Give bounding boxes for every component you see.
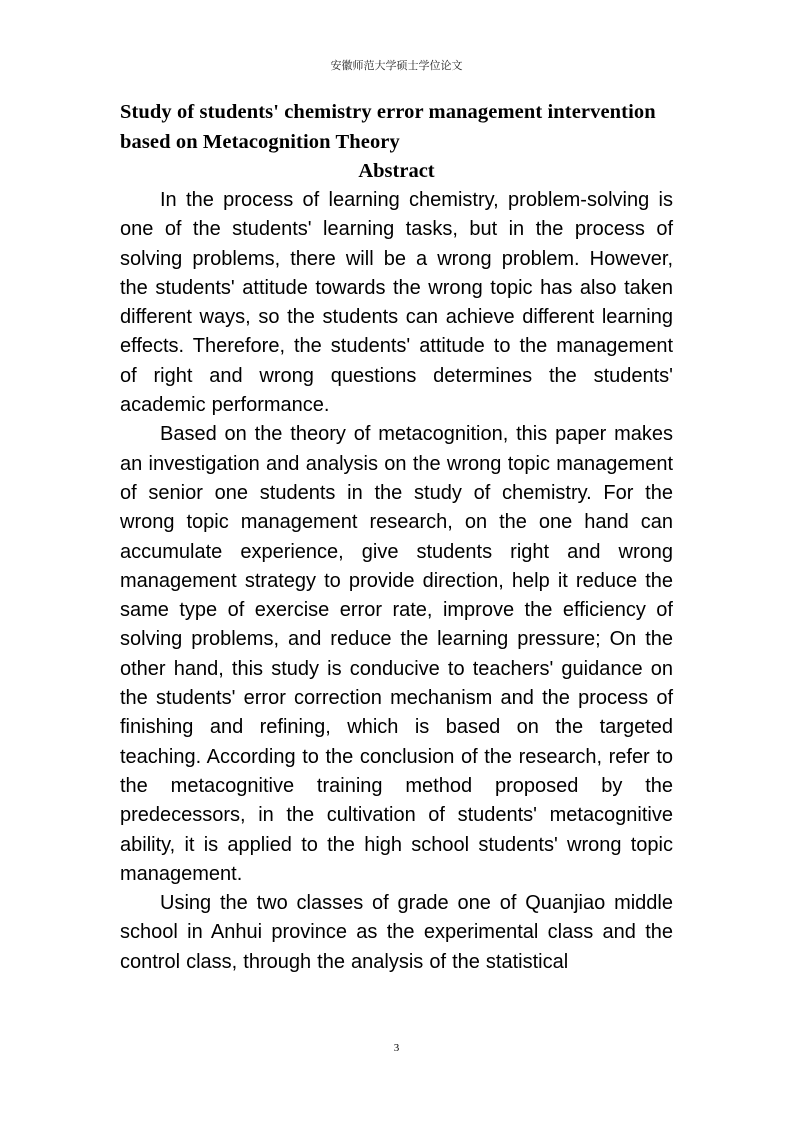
- thesis-title: Study of students' chemistry error management intervention based on Metacognition Theory: [120, 101, 656, 153]
- abstract-heading: Abstract: [358, 160, 435, 182]
- page-number: 3: [393, 1042, 400, 1054]
- abstract-paragraph-1: In the process of learning chemistry, problem-solving is one of the students' learning tasks, but in the process of solving problems, there will be a wrong problem. However, the students' attitude towards the wrong topic has also taken different ways, so the students can achieve different learning effects. Therefore, the students' attitude to the management of right and wrong questions determines the students' academic performance.: [120, 189, 673, 417]
- page-body: [120, 97, 673, 977]
- abstract-paragraph-3: Using the two classes of grade one of Quanjiao middle school in Anhui province as the experimental class and the control class, through the analysis of the statistical: [120, 892, 673, 973]
- running-header: 安徽师范大学硕士学位论文: [330, 59, 463, 72]
- abstract-paragraph-2: Based on the theory of metacognition, this paper makes an investigation and analysis on the wrong topic management of senior one students in the study of chemistry. For the wrong topic management research, on the one hand can accumulate experience, give students right and wrong management strategy to provide direction, help it reduce the same type of exercise error rate, improve the efficiency of solving problems, and reduce the learning pressure; On the other hand, this study is conducive to teachers' guidance on the students' error correction mechanism and the process of finishing and refining, which is based on the targeted teaching. According to the conclusion of the research, refer to the metacognitive training method proposed by the predecessors, in the cultivation of students' metacognitive ability, it is applied to the high school students' wrong topic management.: [120, 423, 673, 885]
